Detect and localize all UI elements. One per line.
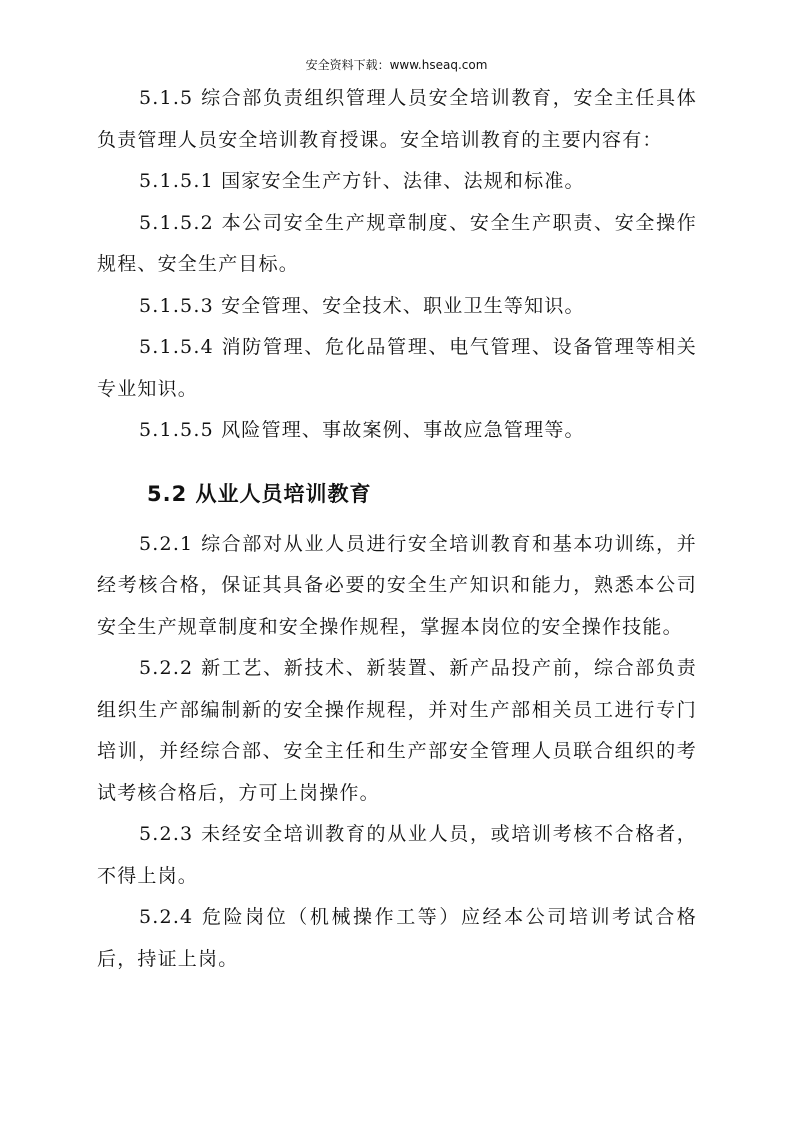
- section-heading-5-2: 5.2 从业人员培训教育: [147, 481, 372, 506]
- page-header: 安全资料下载：www.hseaq.com: [305, 58, 488, 72]
- paragraph-5-1-5-5: 5.1.5.5 风险管理、事故案例、事故应急管理等。: [139, 419, 585, 441]
- paragraph-5-1-5: 5.1.5 综合部负责组织管理人员安全培训教育，安全主任具体负责管理人员安全培训教育授课。安全培训教育的主要内容有：: [97, 87, 697, 151]
- paragraph-5-1-5-4: 5.1.5.4 消防管理、危化品管理、电气管理、设备管理等相关专业知识。: [97, 336, 697, 400]
- paragraph-5-2-3: 5.2.3 未经安全培训教育的从业人员，或培训考核不合格者，不得上岗。: [97, 823, 697, 887]
- paragraph-5-2-4: 5.2.4 危险岗位（机械操作工等）应经本公司培训考试合格后，持证上岗。: [97, 906, 697, 970]
- paragraph-5-1-5-2: 5.1.5.2 本公司安全生产规章制度、安全生产职责、安全操作规程、安全生产目标。: [97, 211, 697, 275]
- paragraph-5-1-5-3: 5.1.5.3 安全管理、安全技术、职业卫生等知识。: [139, 294, 585, 317]
- paragraph-5-2-1: 5.2.1 综合部对从业人员进行安全培训教育和基本功训练，并经考核合格，保证其具备必要的安全生产知识和能力，熟悉本公司安全生产规章制度和安全操作规程，掌握本岗位的安全操作技能。: [97, 532, 697, 638]
- paragraph-5-2-2: 5.2.2 新工艺、新技术、新装置、新产品投产前，综合部负责组织生产部编制新的安全操作规程，并对生产部相关员工进行专门培训，并经综合部、安全主任和生产部安全管理人员联合组织的考试考核合格后，方可上岗操作。: [97, 657, 697, 804]
- document-body: [97, 78, 697, 980]
- paragraph-5-1-5-1: 5.1.5.1 国家安全生产方针、法律、法规和标准。: [139, 170, 585, 192]
